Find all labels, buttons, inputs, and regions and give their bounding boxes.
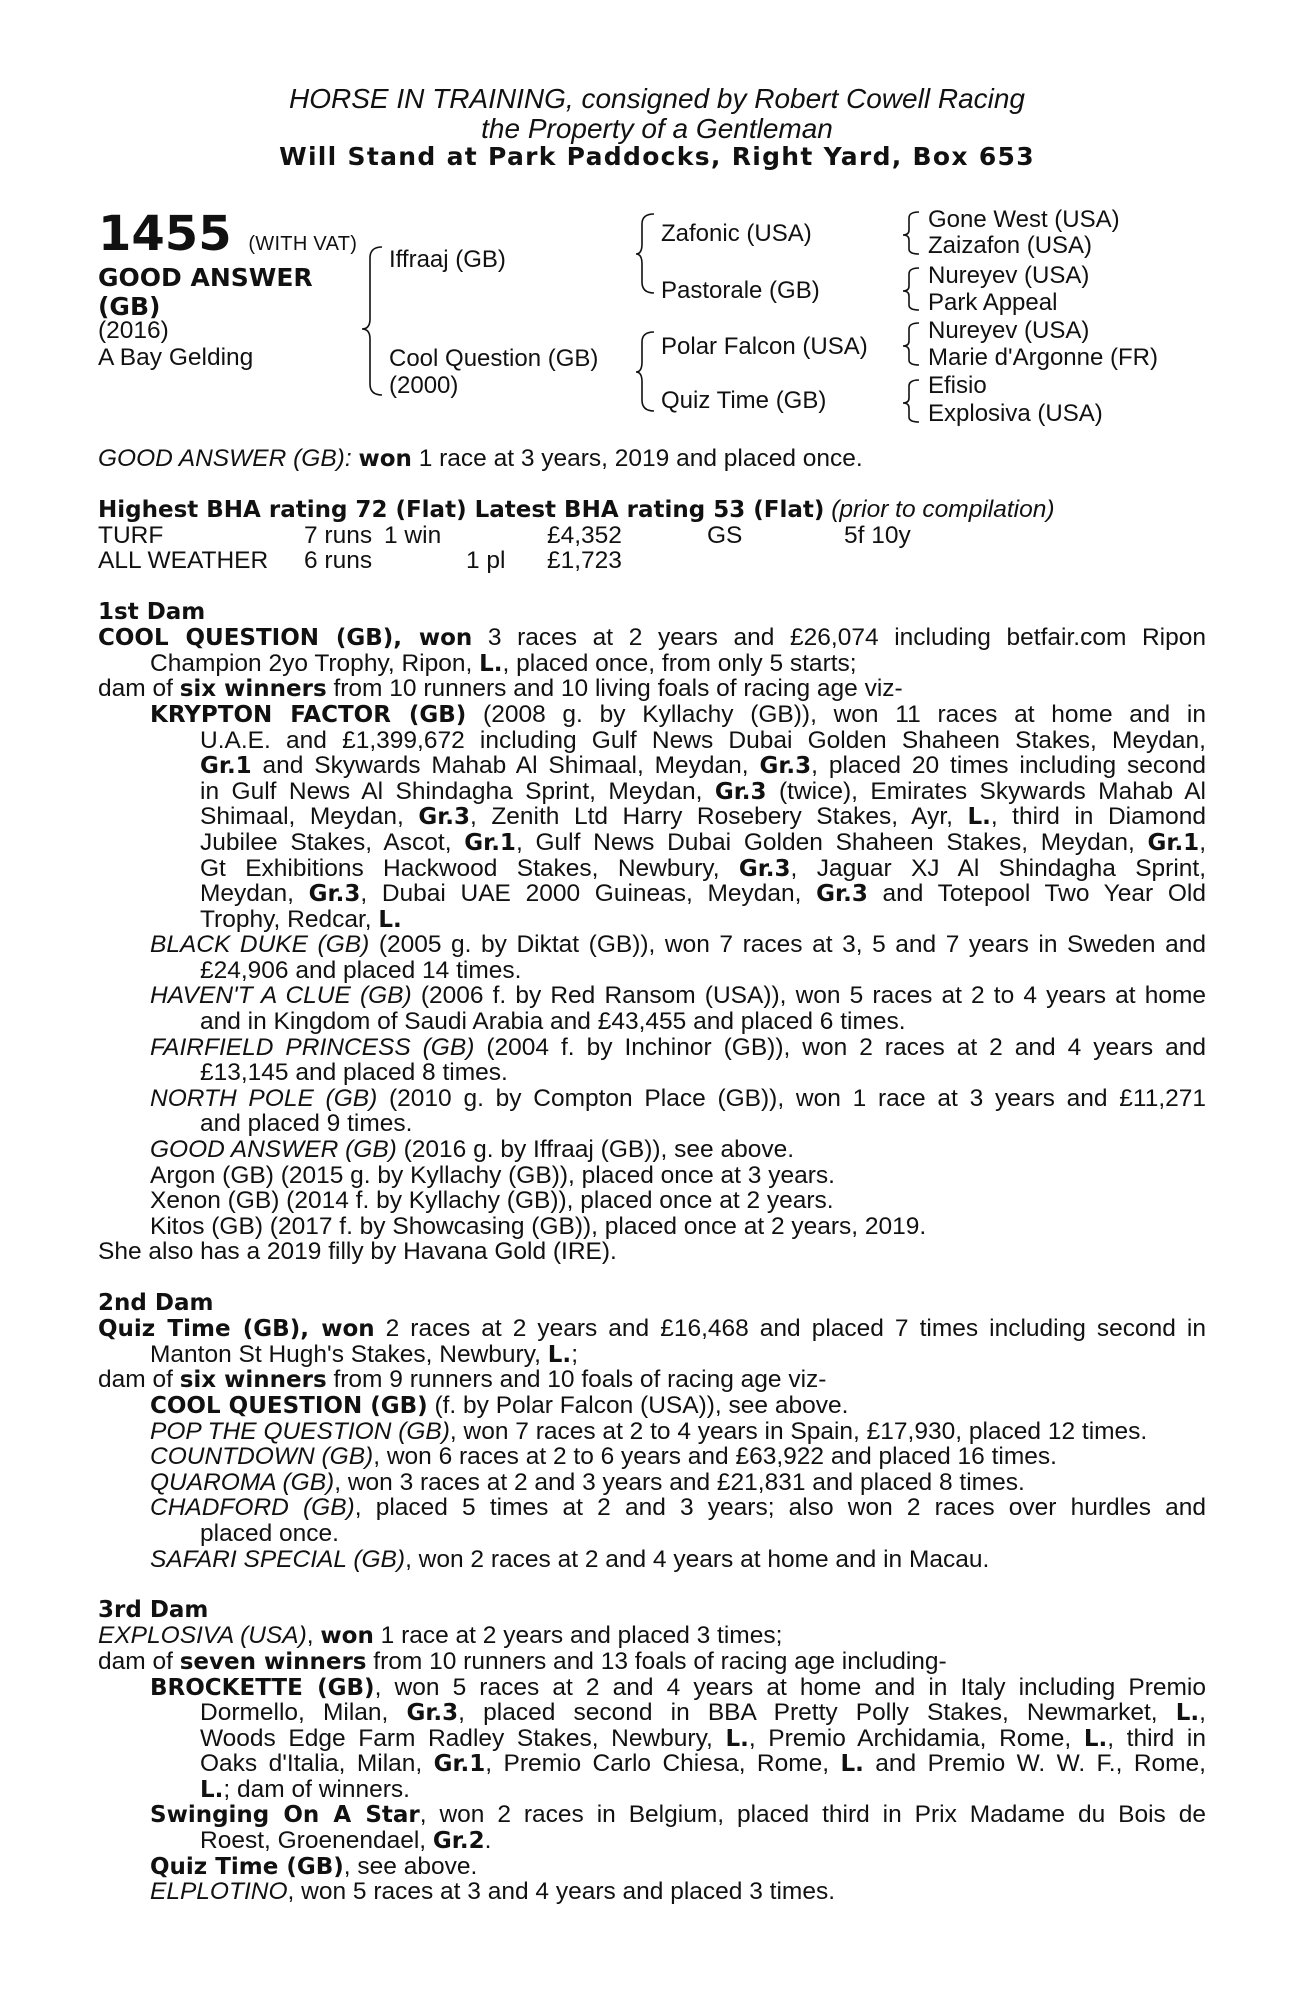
produce-entry-cont: Trophy, Redcar, L. bbox=[200, 905, 402, 933]
first-dam-line: Champion 2yo Trophy, Ripon, L., placed once, from only 5 starts; bbox=[150, 649, 857, 677]
pedigree-sire: Iffraaj (GB) bbox=[389, 246, 506, 273]
pedigree-g3-3: Nureyev (USA) bbox=[928, 262, 1090, 289]
produce-entry: KRYPTON FACTOR (GB) (2008 g. by Kyllachy (GB)), won 11 races at home and in bbox=[150, 700, 1206, 728]
produce-entry-cont: Woods Edge Farm Radley Stakes, Newbury, L., Premio Archidamia, Rome, L., third in bbox=[200, 1724, 1206, 1752]
produce-entry: BLACK DUKE (GB) (2005 g. by Diktat (GB)), won 7 races at 3, 5 and 7 years in Sweden and bbox=[150, 931, 1206, 959]
pedigree-g3-2: Zaizafon (USA) bbox=[928, 232, 1093, 259]
bha-ratings: Highest BHA rating 72 (Flat) Latest BHA rating 53 (Flat) (prior to compilation) bbox=[98, 496, 1055, 524]
produce-entry: POP THE QUESTION (GB), won 7 races at 2 to 4 years in Spain, £17,930, placed 12 times. bbox=[150, 1417, 1148, 1445]
first-dam-line: COOL QUESTION (GB), won 3 races at 2 years and £26,074 including betfair.com Ripon bbox=[98, 624, 1206, 652]
pedigree-sire-sire: Zafonic (USA) bbox=[661, 220, 812, 247]
pedigree-g3-7: Efisio bbox=[928, 372, 987, 399]
produce-entry-cont: in Gulf News Al Shindagha Sprint, Meydan, Gr.3 (twice), Emirates Skywards Mahab Al bbox=[200, 777, 1206, 805]
produce-entry: COUNTDOWN (GB), won 6 races at 2 to 6 years and £63,922 and placed 16 times. bbox=[150, 1443, 1057, 1471]
pedigree-g3-5: Nureyev (USA) bbox=[928, 317, 1090, 344]
produce-entry-cont: Meydan, Gr.3, Dubai UAE 2000 Guineas, Meydan, Gr.3 and Totepool Two Year Old bbox=[200, 880, 1206, 908]
produce-entry-cont: and in Kingdom of Saudi Arabia and £43,455 and placed 6 times. bbox=[200, 1008, 906, 1036]
produce-entry: CHADFORD (GB), placed 5 times at 2 and 3 years; also won 2 races over hurdles and bbox=[150, 1494, 1206, 1522]
produce-entry-cont: Gt Exhibitions Hackwood Stakes, Newbury, Gr.3, Jaguar XJ Al Shindagha Sprint, bbox=[200, 854, 1207, 882]
second-dam-line: Manton St Hugh's Stakes, Newbury, L.; bbox=[150, 1340, 578, 1368]
horse-name: GOOD ANSWER (GB) bbox=[98, 263, 313, 321]
pedigree-sire-dam: Pastorale (GB) bbox=[661, 277, 820, 304]
pedigree-dam-sire: Polar Falcon (USA) bbox=[661, 333, 868, 360]
pedigree-dam: Cool Question (GB) bbox=[389, 345, 599, 372]
horse-foaling-year: (2016) bbox=[98, 317, 169, 344]
produce-entry: HAVEN'T A CLUE (GB) (2006 f. by Red Ransom (USA)), won 5 races at 2 to 4 years at home bbox=[150, 982, 1206, 1010]
produce-entry-cont: £13,145 and placed 8 times. bbox=[200, 1059, 508, 1087]
second-dam-line: Quiz Time (GB), won 2 races at 2 years and £16,468 and placed 7 times including second in bbox=[98, 1315, 1206, 1343]
produce-entry-cont: L.; dam of winners. bbox=[200, 1775, 410, 1803]
pedigree-g3-4: Park Appeal bbox=[928, 289, 1058, 316]
produce-entry: SAFARI SPECIAL (GB), won 2 races at 2 and 4 years at home and in Macau. bbox=[150, 1545, 990, 1573]
produce-entry-cont: £24,906 and placed 14 times. bbox=[200, 956, 522, 984]
horse-description: A Bay Gelding bbox=[98, 344, 254, 371]
produce-entry: Swinging On A Star, won 2 races in Belgium, placed third in Prix Madame du Bois de bbox=[150, 1801, 1206, 1829]
catalogue-header-consignor: HORSE IN TRAINING, consigned by Robert Cowell Racing bbox=[288, 83, 1026, 114]
third-dam-line: EXPLOSIVA (USA), won 1 race at 2 years and placed 3 times; bbox=[98, 1622, 783, 1650]
produce-entry: Xenon (GB) (2014 f. by Kyllachy (GB)), placed once at 2 years. bbox=[150, 1187, 834, 1215]
lot-number: 1455 (WITH VAT) bbox=[98, 206, 358, 262]
produce-entry: Argon (GB) (2015 g. by Kyllachy (GB)), placed once at 3 years. bbox=[150, 1161, 835, 1189]
produce-entry-cont: Shimaal, Meydan, Gr.3, Zenith Ltd Harry Rosebery Stakes, Ayr, L., third in Diamond bbox=[200, 803, 1206, 831]
pedigree-g3-6: Marie d'Argonne (FR) bbox=[928, 344, 1158, 371]
produce-entry: FAIRFIELD PRINCESS (GB) (2004 f. by Inchinor (GB)), won 2 races at 2 and 4 years and bbox=[150, 1033, 1206, 1061]
third-dam-heading: 3rd Dam bbox=[98, 1596, 209, 1623]
produce-entry: Kitos (GB) (2017 f. by Showcasing (GB)), placed once at 2 years, 2019. bbox=[150, 1212, 927, 1240]
first-dam-heading: 1st Dam bbox=[98, 598, 206, 625]
catalogue-body bbox=[98, 446, 1206, 1905]
produce-entry-cont: Gr.1 and Skywards Mahab Al Shimaal, Meydan, Gr.3, placed 20 times including second bbox=[200, 752, 1206, 780]
second-dam-heading: 2nd Dam bbox=[98, 1289, 214, 1316]
record-all-weather: ALL WEATHER 6 runs 1 pl £1,723 bbox=[98, 547, 622, 575]
produce-entry-cont: Dormello, Milan, Gr.3, placed second in BBA Pretty Polly Stakes, Newmarket, L., bbox=[200, 1699, 1206, 1727]
produce-entry-cont: U.A.E. and £1,399,672 including Gulf News Dubai Golden Shaheen Stakes, Meydan, bbox=[200, 726, 1206, 754]
first-dam-note: She also has a 2019 filly by Havana Gold (IRE). bbox=[98, 1238, 617, 1266]
first-dam-line: dam of six winners from 10 runners and 10 living foals of racing age viz- bbox=[98, 675, 903, 703]
produce-entry-cont: Roest, Groenendael, Gr.2. bbox=[200, 1827, 492, 1855]
produce-entry: GOOD ANSWER (GB) (2016 g. by Iffraaj (GB)), see above. bbox=[150, 1136, 795, 1164]
produce-entry: Quiz Time (GB), see above. bbox=[150, 1852, 478, 1880]
pedigree-g3-8: Explosiva (USA) bbox=[928, 400, 1103, 427]
produce-entry: NORTH POLE (GB) (2010 g. by Compton Place (GB)), won 1 race at 3 years and £11,271 bbox=[150, 1084, 1207, 1112]
pedigree-g3-1: Gone West (USA) bbox=[928, 206, 1120, 233]
produce-entry: COOL QUESTION (GB) (f. by Polar Falcon (USA)), see above. bbox=[150, 1391, 849, 1419]
produce-entry-cont: Jubilee Stakes, Ascot, Gr.1, Gulf News Dubai Golden Shaheen Stakes, Meydan, Gr.1, bbox=[200, 828, 1206, 856]
produce-entry-cont: Oaks d'Italia, Milan, Gr.1, Premio Carlo Chiesa, Rome, L. and Premio W. W. F., Rome, bbox=[200, 1750, 1206, 1778]
pedigree-dam-year: (2000) bbox=[389, 372, 459, 399]
record-turf: TURF 7 runs 1 win £4,352 GS 5f 10y bbox=[98, 521, 911, 549]
catalogue-header-location: Will Stand at Park Paddocks, Right Yard, Box 653 bbox=[279, 142, 1035, 171]
produce-entry-cont: and placed 9 times. bbox=[200, 1110, 413, 1138]
vat-note: (WITH VAT) bbox=[248, 233, 358, 255]
third-dam-line: dam of seven winners from 10 runners and 13 foals of racing age including- bbox=[98, 1647, 947, 1675]
produce-entry: BROCKETTE (GB), won 5 races at 2 and 4 years at home and in Italy including Premio bbox=[150, 1673, 1206, 1701]
produce-entry: QUAROMA (GB), won 3 races at 2 and 3 years and £21,831 and placed 8 times. bbox=[150, 1468, 1025, 1496]
produce-entry: ELPLOTINO, won 5 races at 3 and 4 years and placed 3 times. bbox=[150, 1878, 835, 1906]
race-summary: GOOD ANSWER (GB): won 1 race at 3 years, 2019 and placed once. bbox=[98, 445, 863, 472]
produce-entry-cont: placed once. bbox=[200, 1519, 339, 1547]
second-dam-line: dam of six winners from 9 runners and 10 foals of racing age viz- bbox=[98, 1366, 827, 1394]
pedigree-dam-dam: Quiz Time (GB) bbox=[661, 387, 827, 414]
catalogue-header-property: the Property of a Gentleman bbox=[481, 113, 833, 144]
